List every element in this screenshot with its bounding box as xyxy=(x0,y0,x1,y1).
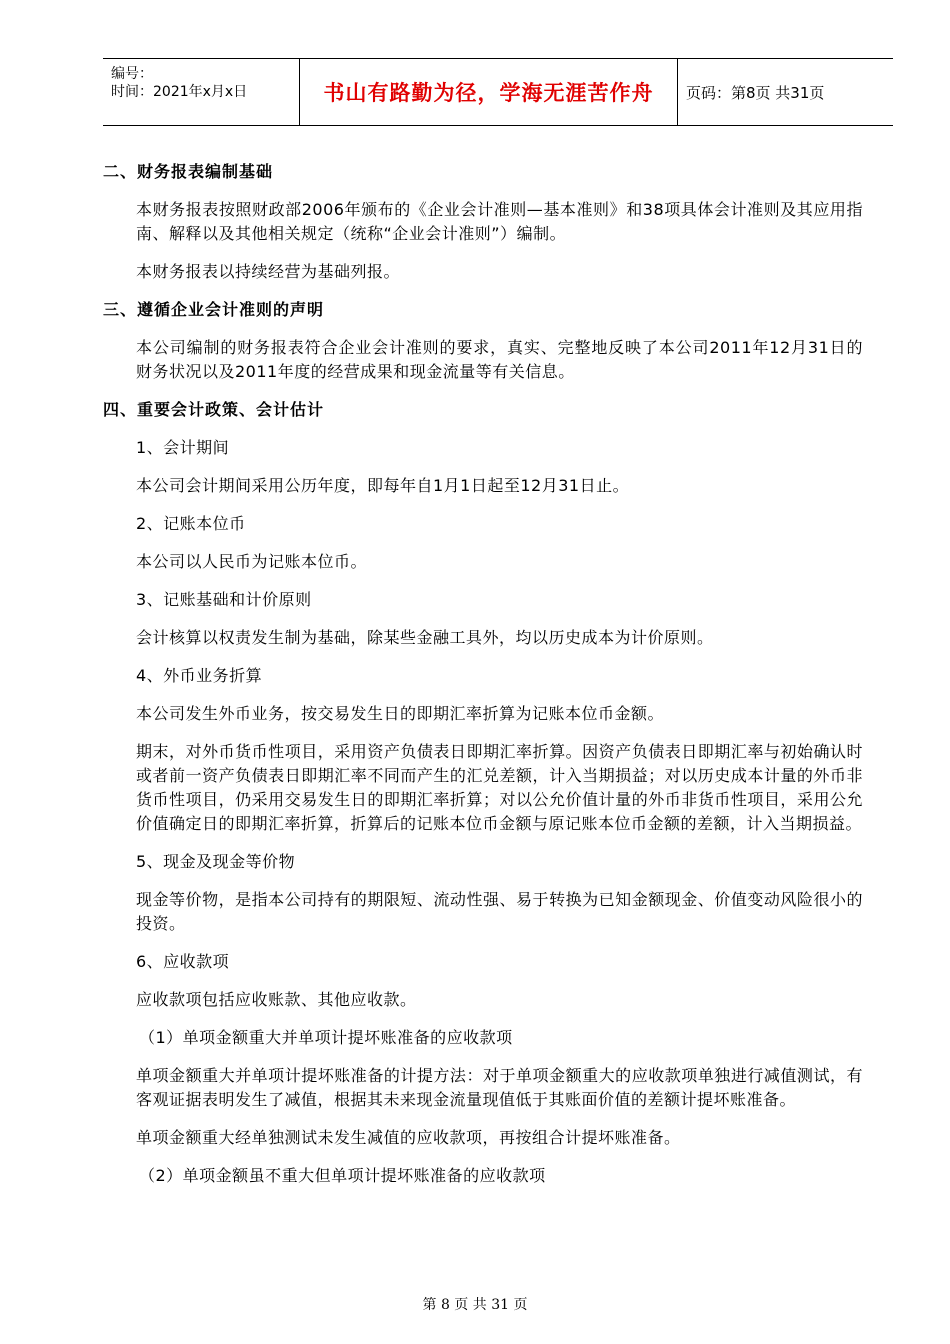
paragraph: 本公司会计期间采用公历年度，即每年自1月1日起至12月31日止。 xyxy=(136,476,630,495)
header-motto: 书山有路勤为径，学海无涯苦作舟 xyxy=(300,59,678,125)
paragraph: 本公司编制的财务报表符合企业会计准则的要求，真实、完整地反映了本公司2011年12月31日的财务状况以及2011年度的经营成果和现金流量等有关信息。 xyxy=(136,338,863,381)
item-heading: 3、记账基础和计价原则 xyxy=(136,590,312,609)
section-heading: 三、遵循企业会计准则的声明 xyxy=(103,300,325,319)
item-heading: （1）单项金额重大并单项计提坏账准备的应收款项 xyxy=(139,1028,513,1047)
section-heading: 四、重要会计政策、会计估计 xyxy=(103,400,325,419)
time-label: 时间：2021年x月x日 xyxy=(111,84,248,100)
paragraph: 现金等价物，是指本公司持有的期限短、流动性强、易于转换为已知金额现金、价值变动风险很小的投资。 xyxy=(136,890,863,933)
section-heading: 二、财务报表编制基础 xyxy=(103,162,274,181)
item-heading: 2、记账本位币 xyxy=(136,514,246,533)
paragraph: 本公司以人民币为记账本位币。 xyxy=(136,552,368,571)
item-heading: 4、外币业务折算 xyxy=(136,666,263,685)
item-heading: 6、应收款项 xyxy=(136,952,230,971)
item-heading: 5、现金及现金等价物 xyxy=(136,852,296,871)
paragraph: 本公司发生外币业务，按交易发生日的即期汇率折算为记账本位币金额。 xyxy=(136,704,665,723)
document-body xyxy=(103,160,863,1202)
paragraph: 应收款项包括应收账款、其他应收款。 xyxy=(136,990,417,1009)
paragraph: 会计核算以权责发生制为基础，除某些金融工具外，均以历史成本为计价原则。 xyxy=(136,628,714,647)
header-page-info: 页码：第8页 共31页 xyxy=(686,83,825,102)
paragraph: 期末，对外币货币性项目，采用资产负债表日即期汇率折算。因资产负债表日即期汇率与初始确认时或者前一资产负债表日即期汇率不同而产生的汇兑差额，计入当期损益；对以历史成本计量的外币非货币性项目，仍采用交易发生日的即期汇率折算；对以公允价值计量的外币非货币性项目，采用公允价值确定日的即期汇率折算，折算后的记账本位币金额与原记账本位币金额的差额，计入当期损益。 xyxy=(136,742,863,833)
item-heading: 1、会计期间 xyxy=(136,438,230,457)
header-meta xyxy=(103,59,300,125)
paragraph: 本财务报表以持续经营为基础列报。 xyxy=(136,262,401,281)
paragraph: 本财务报表按照财政部2006年颁布的《企业会计准则—基本准则》和38项具体会计准则及其应用指南、解释以及其他相关规定（统称“企业会计准则”）编制。 xyxy=(136,200,863,243)
item-heading: （2）单项金额虽不重大但单项计提坏账准备的应收款项 xyxy=(139,1166,546,1185)
number-label: 编号： xyxy=(111,66,153,82)
paragraph: 单项金额重大经单独测试未发生减值的应收款项，再按组合计提坏账准备。 xyxy=(136,1128,681,1147)
paragraph: 单项金额重大并单项计提坏账准备的计提方法：对于单项金额重大的应收款项单独进行减值测试，有客观证据表明发生了减值，根据其未来现金流量现值低于其账面价值的差额计提坏账准备。 xyxy=(136,1066,863,1109)
page-footer: 第 8 页 共 31 页 xyxy=(422,1297,528,1313)
page-header xyxy=(103,58,893,126)
